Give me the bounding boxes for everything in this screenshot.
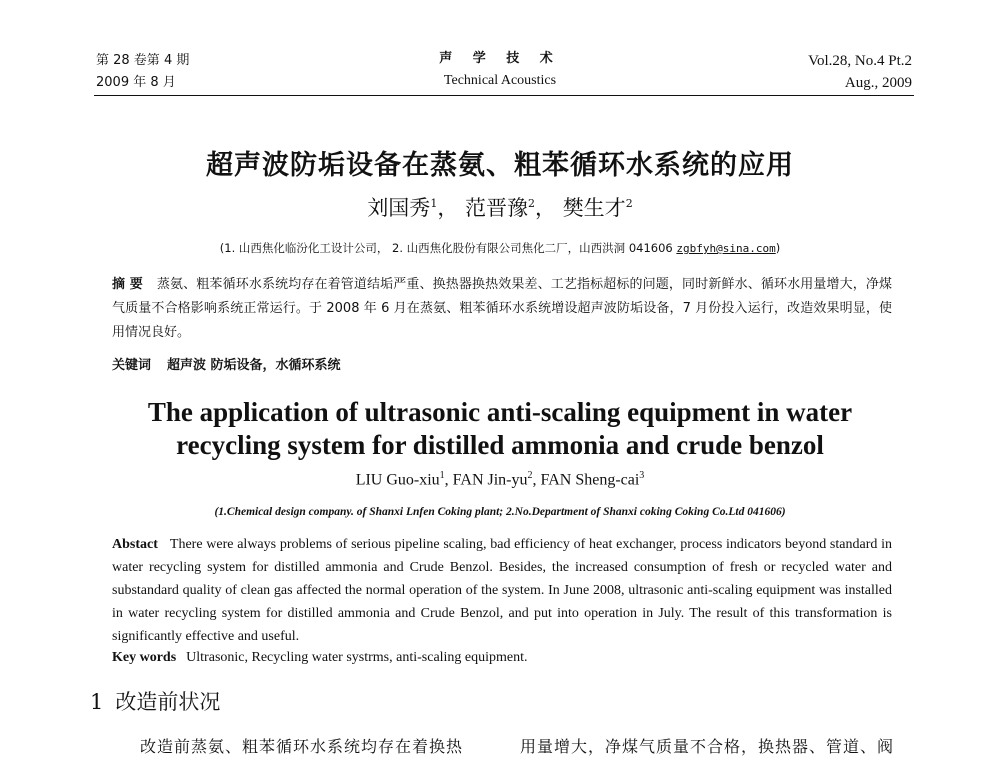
author-sup: 2 xyxy=(528,197,535,210)
paper-title-cn: 超声波防垢设备在蒸氨、粗苯循环水系统的应用 xyxy=(206,150,794,181)
authors-cn: 刘国秀$^1$， 范晋豫$^2$， 樊生才$^2$ xyxy=(367,196,633,220)
author-name-en: FAN Sheng-cai xyxy=(540,471,640,489)
volume-issue: 第 28 卷第 4 期 xyxy=(96,53,190,68)
author-name: 樊生才 xyxy=(562,196,626,220)
author-sup-en: 2 xyxy=(527,470,533,481)
author-name: 刘国秀 xyxy=(367,196,431,220)
abstract-cn xyxy=(112,273,892,345)
section-title: 改造前状况 xyxy=(115,690,221,714)
title-line-1: The application of ultrasonic anti-scaling equipment in water xyxy=(147,397,853,427)
issue-date: 2009 年 8 月 xyxy=(96,75,176,90)
journal-name-en: Technical Acoustics xyxy=(443,73,557,88)
paper-title-en xyxy=(0,396,1000,462)
body-text-right: 用量增大，净煤气质量不合格，换热器、管道、阀 xyxy=(520,737,895,756)
author-name-en: LIU Guo-xiu xyxy=(355,471,440,489)
affiliation-cn xyxy=(0,240,1000,256)
abstract-label-cn: 摘 要 xyxy=(112,277,143,292)
author-sup-en: 3 xyxy=(639,470,645,481)
abstract-label-en: Abstact xyxy=(112,537,158,552)
author-sup: 2 xyxy=(625,197,633,210)
author-sup-en: 1 xyxy=(439,470,445,481)
abstract-text-en: There were always problems of serious pipeline scaling, bad efficiency of heat exchanger, process indicators beyond standard in water recycling system for distilled ammonia and Crude Benzol. Besides, the increased consumption of fresh or recycled water and substandard quality of clean gas affected the normal operation of the system. In June 2008, ultrasonic anti-scaling equipment was installed in water recycling system for distilled ammonia and Crude Benzol, and put into operation in July. The result of this transformation is significantly effective and useful. xyxy=(112,537,892,644)
issue-date-en: Aug., 2009 xyxy=(844,75,912,91)
volume-issue-en: Vol.28, No.4 Pt.2 xyxy=(808,53,912,69)
email-link[interactable]: zgbfyh@sina.com xyxy=(676,242,776,255)
affiliation-close: ) xyxy=(775,241,781,255)
section-heading xyxy=(90,686,220,716)
author-sup: 1 xyxy=(430,197,438,210)
body-text-left: 改造前蒸氨、粗苯循环水系统均存在着换热 xyxy=(140,737,464,756)
authors-en: LIU Guo-xiu$^1$, FAN Jin-$yu^2$, FAN Sheng-cai$^3$ xyxy=(355,470,645,489)
journal-issue-en xyxy=(808,50,912,94)
keywords-cn xyxy=(112,354,892,373)
author-name-en: FAN Jin-yu xyxy=(452,471,528,489)
keywords-en xyxy=(112,650,892,666)
author-name: 范晋豫 xyxy=(465,196,528,220)
title-line-2: recycling system for distilled ammonia and crude benzol xyxy=(176,430,824,460)
abstract-en xyxy=(112,533,892,648)
keywords-text-cn: 超声波 防垢设备，水循环系统 xyxy=(167,358,341,373)
keywords-label-cn: 关键词 xyxy=(112,358,152,373)
header-rule xyxy=(94,95,914,96)
affiliation-text: (1. 山西焦化临汾化工设计公司， 2. 山西焦化股份有限公司焦化二厂，山西洪洞 041606 xyxy=(219,241,673,255)
keywords-text-en: Ultrasonic, Recycling water systrms, anti-scaling equipment. xyxy=(186,650,528,665)
section-number: 1 xyxy=(90,690,104,714)
abstract-text-cn: 蒸氨、粗苯循环水系统均存在着管道结垢严重、换热器换热效果差、工艺指标超标的问题，同时新鲜水、循环水用量增大，净煤气质量不合格影响系统正常运行。于 2008 年 6 月在蒸氨、粗苯循环水系统增设超声波防垢设备，7 月份投入运行，改造效果明显，使用情况良好。 xyxy=(112,277,892,340)
keywords-label-en: Key words xyxy=(112,650,177,665)
affiliation-en: (1.Chemical design company. of Shanxi Lnfen Coking plant; 2.No.Department of Shanxi coking Coking Co.Ltd 041606) xyxy=(214,506,786,518)
journal-name-cn: 声 学 技 术 xyxy=(439,51,561,66)
